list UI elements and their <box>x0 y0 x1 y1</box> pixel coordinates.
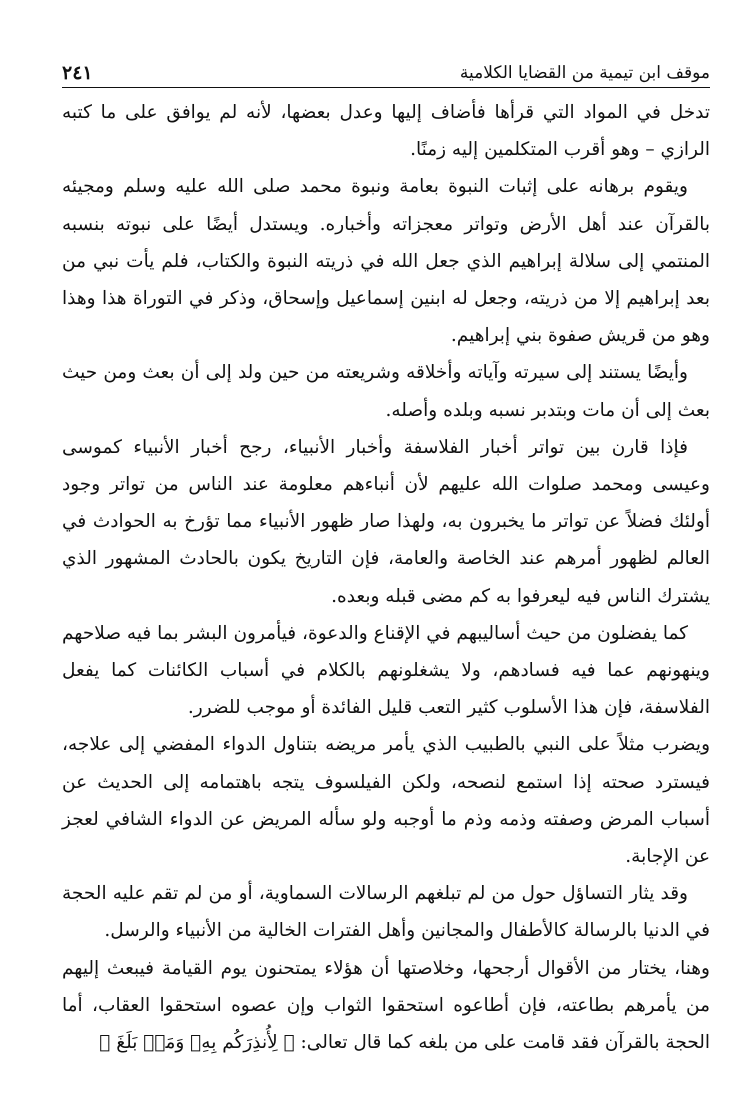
paragraph-8: وهنا، يختار من الأقوال أرجحها، وخلاصتها أن هؤلاء يمتحنون يوم القيامة فيبعث إليهم من يأمرهم بطاعته، فإن أطاعوه استحقوا الثواب وإن عصوه استحقوا العقاب، أما الحجة بالقرآن فقد قامت على من بلغه كما قال تعالى: ﴿ لِأُنذِرَكُم بِهِۦ وَمَنۢ بَلَغَ ﴾ <box>62 957 710 1054</box>
paragraph-3: وأيضًا يستند إلى سيرته وآياته وأخلاقه وشريعته من حين ولد إلى أن بعث ومن حيث بعث إلى أن مات وبتدبر نسبه وبلده وأصله. <box>62 362 710 421</box>
running-header <box>62 52 710 88</box>
paragraph-2: ويقوم برهانه على إثبات النبوة بعامة ونبوة محمد صلى الله عليه وسلم ومجيئه بالقرآن عند أهل الأرض وتواتر معجزاته وأخباره. ويستدل أيضًا على نبوته بنسبه المنتمي إلى سلالة إبراهيم الذي جعل الله في ذريته النبوة والكتاب، فلم يأت نبي من بعد إبراهيم إلا من ذريته، وجعل له ابنين إسماعيل وإسحاق، وذكر في التوراة هذا وهذا وهو من قريش صفوة بني إبراهيم. <box>62 176 710 347</box>
paragraph-5: كما يفضلون من حيث أساليبهم في الإقناع والدعوة، فيأمرون البشر بما فيه صلاحهم وينهونهم عما فيه فسادهم، ولا يشغلونهم بالكلام في أسباب الكائنات كما يفعل الفلاسفة، فإن هذا الأسلوب كثير التعب قليل الفائدة أو موجب للضرر. <box>62 622 710 719</box>
page-number: ٢٤١ <box>62 62 93 84</box>
paragraph-1: تدخل في المواد التي قرأها فأضاف إليها وعدل بعضها، لأنه لم يوافق على ما كتبه الرازي – وهو أقرب المتكلمين إليه زمنًا. <box>62 102 710 161</box>
header-title: موقف ابن تيمية من القضايا الكلامية <box>459 63 710 83</box>
body-text <box>62 94 710 1061</box>
paragraph-4: فإذا قارن بين تواتر أخبار الفلاسفة وأخبار الأنبياء، رجح أخبار الأنبياء كموسى وعيسى ومحمد صلوات الله عليهم لأن أنباءهم معلومة عند الناس من تواتر وجود أولئك فضلاً عن تواتر ما يخبرون به، ولهذا صار ظهور الأنبياء مما تؤرخ به الحوادث في العالم لظهور أمرهم عند الخاصة والعامة، فإن التاريخ يكون بالحادث المشهور الذي يشترك الناس فيه ليعرفوا به كم مضى قبله وبعده. <box>62 436 710 607</box>
paragraph-6: ويضرب مثلاً على النبي بالطبيب الذي يأمر مريضه بتناول الدواء المفضي إلى علاجه، فيسترد صحته إذا استمع لنصحه، ولكن الفيلسوف يتجه باهتمامه إلى الحديث عن أسباب المرض وصفته وذمه وذم ما أوجبه ولو سأله المريض عن الدواء الشافي لعجز عن الإجابة. <box>62 734 710 868</box>
paragraph-7: وقد يثار التساؤل حول من لم تبلغهم الرسالات السماوية، أو من لم تقم عليه الحجة في الدنيا بالرسالة كالأطفال والمجانين وأهل الفترات الخالية من الأنبياء والرسل. <box>62 883 710 942</box>
